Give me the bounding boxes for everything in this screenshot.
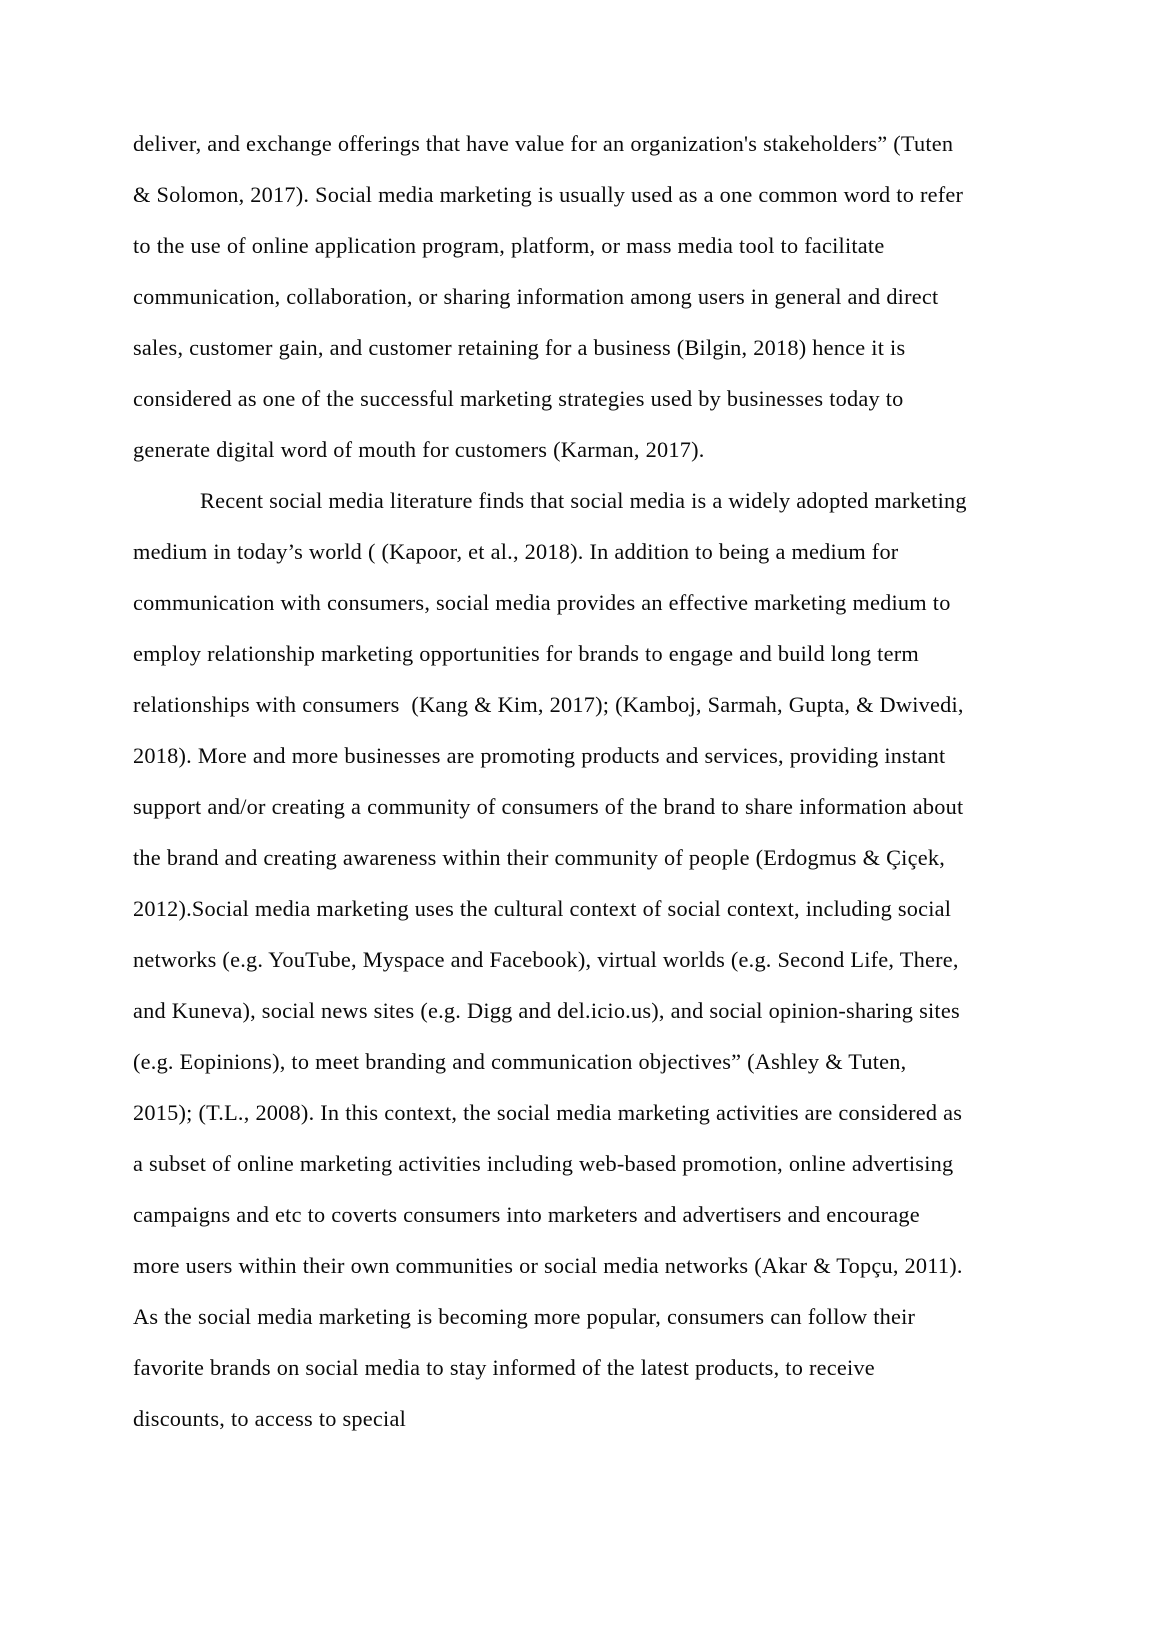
document-text-column (133, 118, 971, 1444)
body-paragraph-2: Recent social media literature finds that social media is a widely adopted marketing medium in today’s world ( (Kapoor, et al., 2018). In addition to being a medium for communication with consumers, social media provides an effective marketing medium to employ relationship marketing opportunities for brands to engage and build long term relationships with consumers (Kang & Kim, 2017); (Kamboj, Sarmah, Gupta, & Dwivedi, 2018). More and more businesses are promoting products and services, providing instant support and/or creating a community of consumers of the brand to share information about the brand and creating awareness within their community of people (Erdogmus & Çiçek, 2012).Social media marketing uses the cultural context of social context, including social networks (e.g. YouTube, Myspace and Facebook), virtual worlds (e.g. Second Life, There, and Kuneva), social news sites (e.g. Digg and del.icio.us), and social opinion-sharing sites (e.g. Eopinions), to meet branding and communication objectives” (Ashley & Tuten, 2015); (T.L., 2008). In this context, the social media marketing activities are considered as a subset of online marketing activities including web-based promotion, online advertising campaigns and etc to coverts consumers into marketers and advertisers and encourage more users within their own communities or social media networks (Akar & Topçu, 2011). As the social media marketing is becoming more popular, consumers can follow their favorite brands on social media to stay informed of the latest products, to receive discounts, to access to special (133, 488, 973, 1431)
body-paragraph-1: deliver, and exchange offerings that have value for an organization's stakeholders” (Tuten & Solomon, 2017). Social media marketing is usually used as a one common word to refer to the use of online application program, platform, or mass media tool to facilitate communication, collaboration, or sharing information among users in general and direct sales, customer gain, and customer retaining for a business (Bilgin, 2018) hence it is considered as one of the successful marketing strategies used by businesses today to generate digital word of mouth for customers (Karman, 2017). (133, 131, 970, 462)
